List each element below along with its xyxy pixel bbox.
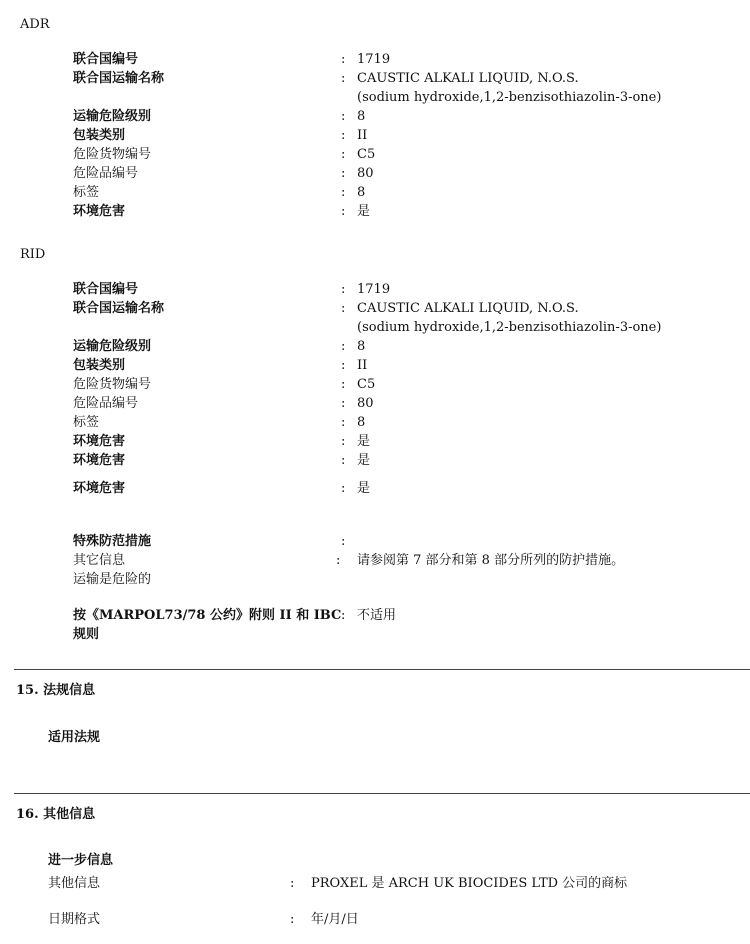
adr-hazard-class-value: 8 (357, 109, 366, 124)
adr-un-number-value: 1719 (357, 52, 391, 67)
rid-hazard-class-value: 8 (357, 339, 366, 354)
adr-shipping-name-label: 联合国运输名称 (73, 71, 165, 86)
separator: : (341, 282, 346, 297)
date-format-label: 日期格式 (48, 912, 101, 927)
rid-shipping-name-value-2: (sodium hydroxide,1,2-benzisothiazolin-3-one) (357, 320, 662, 335)
other-info-value: 请参阅第 7 部分和第 8 部分所列的防护措施。 (357, 553, 625, 568)
separator: : (341, 147, 346, 162)
adr-heading: ADR (20, 17, 50, 32)
rid-classification-code-value: C5 (357, 377, 376, 392)
rid-env-hazard-label: 环境危害 (73, 453, 126, 468)
separator: : (341, 71, 346, 86)
adr-classification-code-label: 危险货物编号 (73, 147, 152, 162)
rid-classification-code-label: 危险货物编号 (73, 377, 152, 392)
rid-hazard-class-label: 运输危险级别 (73, 339, 152, 354)
separator: : (341, 204, 346, 219)
separator: : (341, 377, 346, 392)
adr-labels-label: 标签 (73, 185, 100, 200)
adr-packing-group-value: II (357, 128, 368, 143)
separator: : (341, 358, 346, 373)
separator: : (341, 481, 346, 496)
rid-hazard-number-value: 80 (357, 396, 374, 411)
separator: : (341, 128, 346, 143)
other-info-label-2: 运输是危险的 (73, 572, 152, 587)
adr-labels-value: 8 (357, 185, 366, 200)
rid-un-number-label: 联合国编号 (73, 282, 139, 297)
marpol-value: 不适用 (357, 608, 397, 623)
separator: : (341, 185, 346, 200)
separator: : (341, 109, 346, 124)
section-divider (14, 793, 750, 794)
separator: : (341, 534, 346, 549)
section-15-subtitle: 适用法规 (48, 730, 101, 745)
separator: : (341, 52, 346, 67)
rid-shipping-name-value: CAUSTIC ALKALI LIQUID, N.O.S. (357, 301, 579, 316)
separator: : (341, 339, 346, 354)
adr-classification-code-value: C5 (357, 147, 376, 162)
rid-env-hazard-label: 环境危害 (73, 481, 126, 496)
rid-env-hazard-label: 环境危害 (73, 434, 126, 449)
section-divider (14, 669, 750, 670)
section-15-title: 15. 法规信息 (16, 683, 96, 698)
marpol-label-2: 规则 (73, 627, 100, 642)
other-information-label: 其他信息 (48, 876, 101, 891)
date-format-value: 年/月/日 (311, 912, 359, 927)
rid-env-hazard-value: 是 (357, 481, 371, 496)
section-16-subtitle: 进一步信息 (48, 853, 114, 868)
separator: : (341, 301, 346, 316)
other-info-label: 其它信息 (73, 553, 126, 568)
adr-hazard-number-label: 危险品编号 (73, 166, 139, 181)
separator: : (341, 453, 346, 468)
section-16-title: 16. 其他信息 (16, 807, 96, 822)
separator: : (341, 166, 346, 181)
adr-hazard-number-value: 80 (357, 166, 374, 181)
other-information-value: PROXEL 是 ARCH UK BIOCIDES LTD 公司的商标 (311, 876, 628, 891)
rid-labels-value: 8 (357, 415, 366, 430)
adr-packing-group-label: 包装类别 (73, 128, 126, 143)
rid-env-hazard-value: 是 (357, 453, 371, 468)
separator: : (341, 396, 346, 411)
rid-shipping-name-label: 联合国运输名称 (73, 301, 165, 316)
rid-env-hazard-value: 是 (357, 434, 371, 449)
separator: : (341, 608, 346, 623)
rid-packing-group-value: II (357, 358, 368, 373)
rid-labels-label: 标签 (73, 415, 100, 430)
adr-env-hazard-value: 是 (357, 204, 371, 219)
rid-hazard-number-label: 危险品编号 (73, 396, 139, 411)
rid-packing-group-label: 包装类别 (73, 358, 126, 373)
adr-env-hazard-label: 环境危害 (73, 204, 126, 219)
marpol-label: 按《MARPOL73/78 公约》附则 II 和 IBC (73, 608, 342, 623)
separator: : (341, 415, 346, 430)
separator: : (341, 434, 346, 449)
separator: : (290, 912, 295, 927)
separator: : (336, 553, 341, 568)
separator: : (290, 876, 295, 891)
rid-un-number-value: 1719 (357, 282, 391, 297)
rid-heading: RID (20, 247, 46, 262)
adr-hazard-class-label: 运输危险级别 (73, 109, 152, 124)
adr-shipping-name-value: CAUSTIC ALKALI LIQUID, N.O.S. (357, 71, 579, 86)
adr-un-number-label: 联合国编号 (73, 52, 139, 67)
adr-shipping-name-value-2: (sodium hydroxide,1,2-benzisothiazolin-3-one) (357, 90, 662, 105)
special-precautions-label: 特殊防范措施 (73, 534, 152, 549)
